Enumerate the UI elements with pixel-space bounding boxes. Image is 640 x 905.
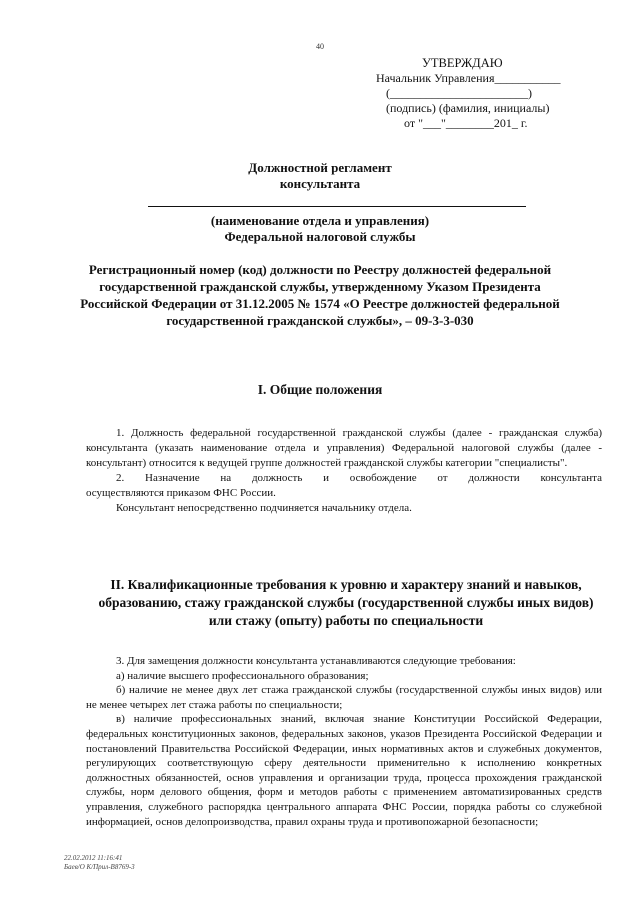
page-number: 40: [316, 42, 324, 51]
footer-timestamp: 22.02.2012 11:16:41: [64, 854, 123, 862]
footer-reference: Баев/О К/Прил-В8769-3: [64, 863, 135, 871]
approval-signature-line: (_______________________): [386, 86, 532, 100]
approval-signature-caption: (подпись) (фамилия, инициалы): [386, 101, 550, 115]
section1-paragraph-2a: 2. Назначение на должность и освобождение от должности консультанта: [116, 472, 602, 484]
approval-title: УТВЕРЖДАЮ: [422, 56, 503, 70]
section2-paragraph-3: 3. Для замещения должности консультанта устанавливаются следующие требования:: [116, 655, 516, 667]
section1-paragraph-1: 1. Должность федеральной государственной гражданской службы (далее - гражданская служба) консультанта (указать наименование отдела и управления) Федеральной налоговой службы (далее - консультант) относится к ведущей группе должностей гражданской службы категории "специалисты".: [86, 427, 602, 469]
registration-number-text: Регистрационный номер (код) должности по Реестру должностей федеральной государственной гражданской службы, утвержденному Указом Президента Российской Федерации от 31.12.2005 № 1574 «О Реестре должностей федеральной государственной гражданской службы», – 09-3-3-030: [80, 262, 560, 328]
section1-paragraph-3: Консультант непосредственно подчиняется начальнику отдела.: [116, 502, 412, 514]
section2-item-c: в) наличие профессиональных знаний, включая знание Конституции Российской Федерации, федеральных конституционных законов, федеральных законов, указов Президента Российской Федерации и постановлений Правительства Российской Федерации, иных нормативных актов и служебных документов, регулирующих соответствующую сферу деятельности применительно к исполнению конкретных должностных обязанностей, основ управления и организации труда, процесса прохождения гражданской службы, норм делового общения, форм и методов работы с применением автоматизированных средств управления, служебного распорядка центрального аппарата ФНС России, порядка работы со служебной информацией, основ делопроизводства, правил охраны труда и противопожарной безопасности;: [86, 713, 602, 828]
approval-block: [376, 56, 596, 131]
document-title-line2: консультанта: [279, 176, 361, 191]
section2-body: [86, 654, 602, 829]
section1-paragraph-2b: осуществляются приказом ФНС России.: [86, 487, 276, 499]
subtitle-line1: (наименование отдела и управления): [210, 213, 430, 228]
approval-date-line: от "___"________201_ г.: [404, 116, 528, 130]
document-subtitle: [0, 213, 640, 245]
section2-heading: II. Квалификационные требования к уровню и характеру знаний и навыков, образованию, стажу гражданской службы (государственной службы иных видов) или стажу (опыту) работы по специальности: [98, 577, 594, 628]
approval-position-line: Начальник Управления___________: [376, 71, 561, 85]
section2-item-a: а) наличие высшего профессионального образования;: [116, 669, 369, 682]
footer-stamp: [64, 854, 135, 872]
subtitle-line2: Федеральной налоговой службы: [224, 229, 416, 244]
section1-body: [86, 426, 602, 516]
document-title: [0, 160, 640, 192]
section1-heading: I. Общие положения: [257, 382, 383, 397]
document-title-line1: Должностной регламент: [248, 160, 392, 175]
blank-underline: [148, 206, 526, 207]
section2-item-b: б) наличие не менее двух лет стажа гражданской службы (государственной службы иных видов) или не менее четырех лет стажа работы по специальности;: [86, 684, 602, 711]
